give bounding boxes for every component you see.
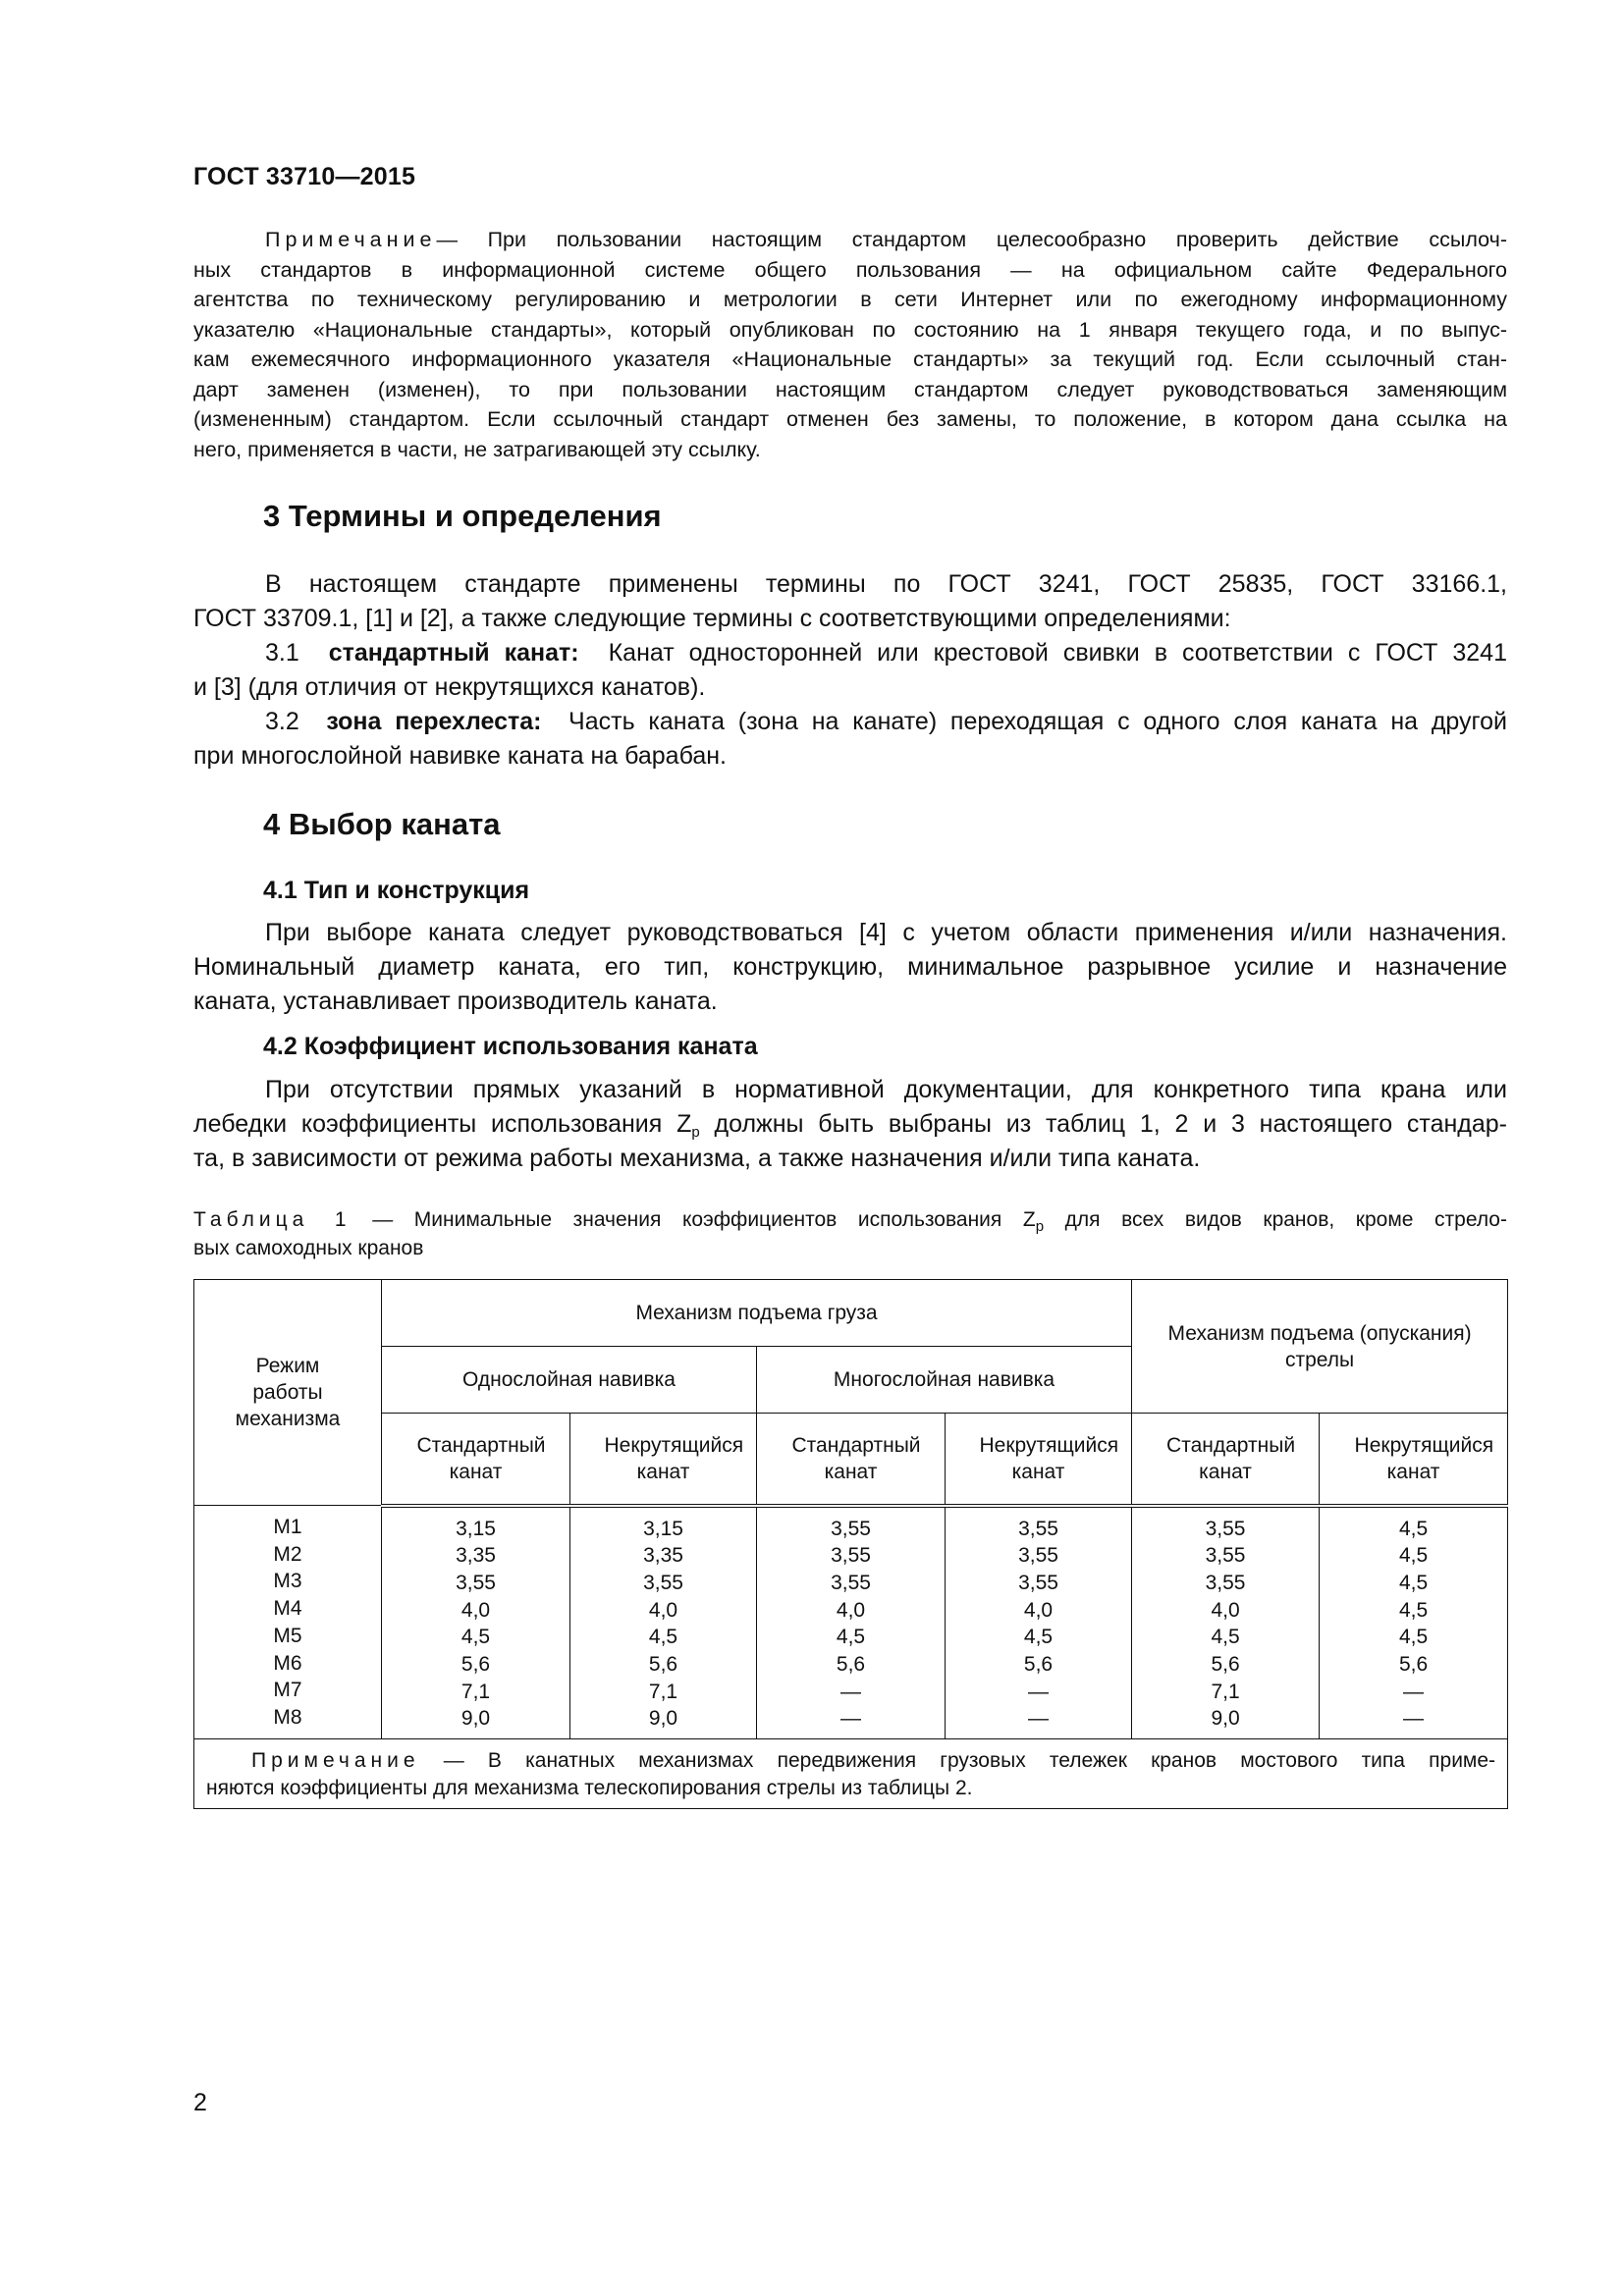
subsection-4-1-text: При выборе каната следует руководствоваться [4] с учетом области применения и/или назначения. Номинальный диаметр каната, его тип, конструкцию, минимальное разрывное усилие и назначение каната, устанавливает производитель каната. bbox=[193, 919, 1507, 1015]
page-number: 2 bbox=[193, 2089, 207, 2116]
header-cargo-hoist: Механизм подъема груза bbox=[382, 1280, 1132, 1347]
subsection-4-2-title: 4.2 Коэффициент использования каната bbox=[263, 1033, 758, 1060]
header-nonrot-rope: Некрутящийся канат bbox=[570, 1414, 757, 1506]
col-single-nonrot: 3,15 3,35 3,55 4,0 4,5 5,6 7,1 9,0 bbox=[570, 1506, 757, 1739]
table-note: Примечание — В канатных механизмах передвижения грузовых тележек кранов мостового типа приме- няются коэффициенты для механизма телескопирования стрелы из таблицы 2. bbox=[194, 1739, 1508, 1808]
header-std-rope: Стандартный канат bbox=[757, 1414, 946, 1506]
subsection-4-1-title: 4.1 Тип и конструкция bbox=[263, 877, 530, 904]
term-name: стандартный канат: bbox=[328, 639, 579, 667]
header-multi-layer: Многослойная навивка bbox=[757, 1347, 1132, 1414]
table-1 bbox=[193, 1279, 1508, 1809]
table-1-caption: Таблица 1 — Минимальные значения коэффициентов использования $Z_p$ для всех видов кранов, кроме стрело- вых самоходных кранов bbox=[193, 1208, 1507, 1259]
header-std-rope: Стандартный канат bbox=[1132, 1414, 1320, 1506]
section-3-intro: В настоящем стандарте применены термины по ГОСТ 3241, ГОСТ 25835, ГОСТ 33166.1, ГОСТ 33709.1, [1] и [2], а также следующие термины с соответствующими определениями: bbox=[193, 570, 1507, 632]
term-3-2: 3.2 зона перехлеста: Часть каната (зона на канате) переходящая с одного слоя каната на другой при многослойной навивке каната на барабан. bbox=[193, 708, 1507, 770]
term-name: зона перехлеста: bbox=[326, 708, 542, 735]
section-3-title: 3 Термины и определения bbox=[263, 499, 662, 533]
col-multi-std: 3,55 3,55 3,55 4,0 4,5 5,6 — — bbox=[757, 1506, 946, 1739]
header-std-rope: Стандартный канат bbox=[382, 1414, 570, 1506]
header-nonrot-rope: Некрутящийся канат bbox=[946, 1414, 1132, 1506]
table-label: Таблица 1 bbox=[193, 1208, 352, 1231]
note-label: Примечание bbox=[251, 1749, 420, 1773]
note-label: Примечание bbox=[265, 228, 437, 251]
section-4-title: 4 Выбор каната bbox=[263, 807, 501, 841]
subsection-4-2-text: При отсутствии прямых указаний в нормативной документации, для конкретного типа крана или лебедки коэффициенты использования $Z_p$ должны быть выбраны из таблиц 1, 2 и 3 настоящего стандар- та, в зависимости от режима работы механизма, а также назначения и/или типа каната. bbox=[193, 1076, 1507, 1172]
col-single-std: 3,15 3,35 3,55 4,0 4,5 5,6 7,1 9,0 bbox=[382, 1506, 570, 1739]
col-boom-std: 3,55 3,55 3,55 4,0 4,5 5,6 7,1 9,0 bbox=[1132, 1506, 1320, 1739]
note-references: Примечание— При пользовании настоящим стандартом целесообразно проверить действие ссылоч- ных стандартов в информационной системе общего пользования — на официальном сайте Федерального агентства по техническому регулированию и метрологии в сети Интернет или по ежегодному информационному указателю «Национальные стандарты», который опубликован по состоянию на 1 января текущего года, и по выпус- кам ежемесячного информационного указателя «Национальные стандарты» за текущий год. Если ссылочный стан- дарт заменен (изменен), то при пользовании настоящим стандартом следует руководствоваться заменяющим (измененным) стандартом. Если ссылочный стандарт отменен без замены, то положение, в котором дана ссылка на него, применяется в части, не затрагивающей эту ссылку. bbox=[193, 228, 1507, 461]
col-multi-nonrot: 3,55 3,55 3,55 4,0 4,5 5,6 — — bbox=[946, 1506, 1132, 1739]
header-boom-hoist: Механизм подъема (опускания) стрелы bbox=[1132, 1280, 1508, 1414]
header-single-layer: Однослойная навивка bbox=[382, 1347, 757, 1414]
col-mode: M1 M2 M3 M4 M5 M6 M7 M8 bbox=[194, 1506, 382, 1739]
table-data-block bbox=[194, 1506, 1508, 1739]
header-nonrot-rope: Некрутящийся канат bbox=[1320, 1414, 1508, 1506]
document-code: ГОСТ 33710—2015 bbox=[193, 163, 416, 190]
term-3-1: 3.1 стандартный канат: Канат односторонней или крестовой свивки в соответствии с ГОСТ 3241 и [3] (для отличия от некрутящихся канатов). bbox=[193, 639, 1507, 701]
header-mode: Режим работы механизма bbox=[194, 1280, 382, 1506]
col-boom-nonrot: 4,5 4,5 4,5 4,5 4,5 5,6 — — bbox=[1320, 1506, 1508, 1739]
